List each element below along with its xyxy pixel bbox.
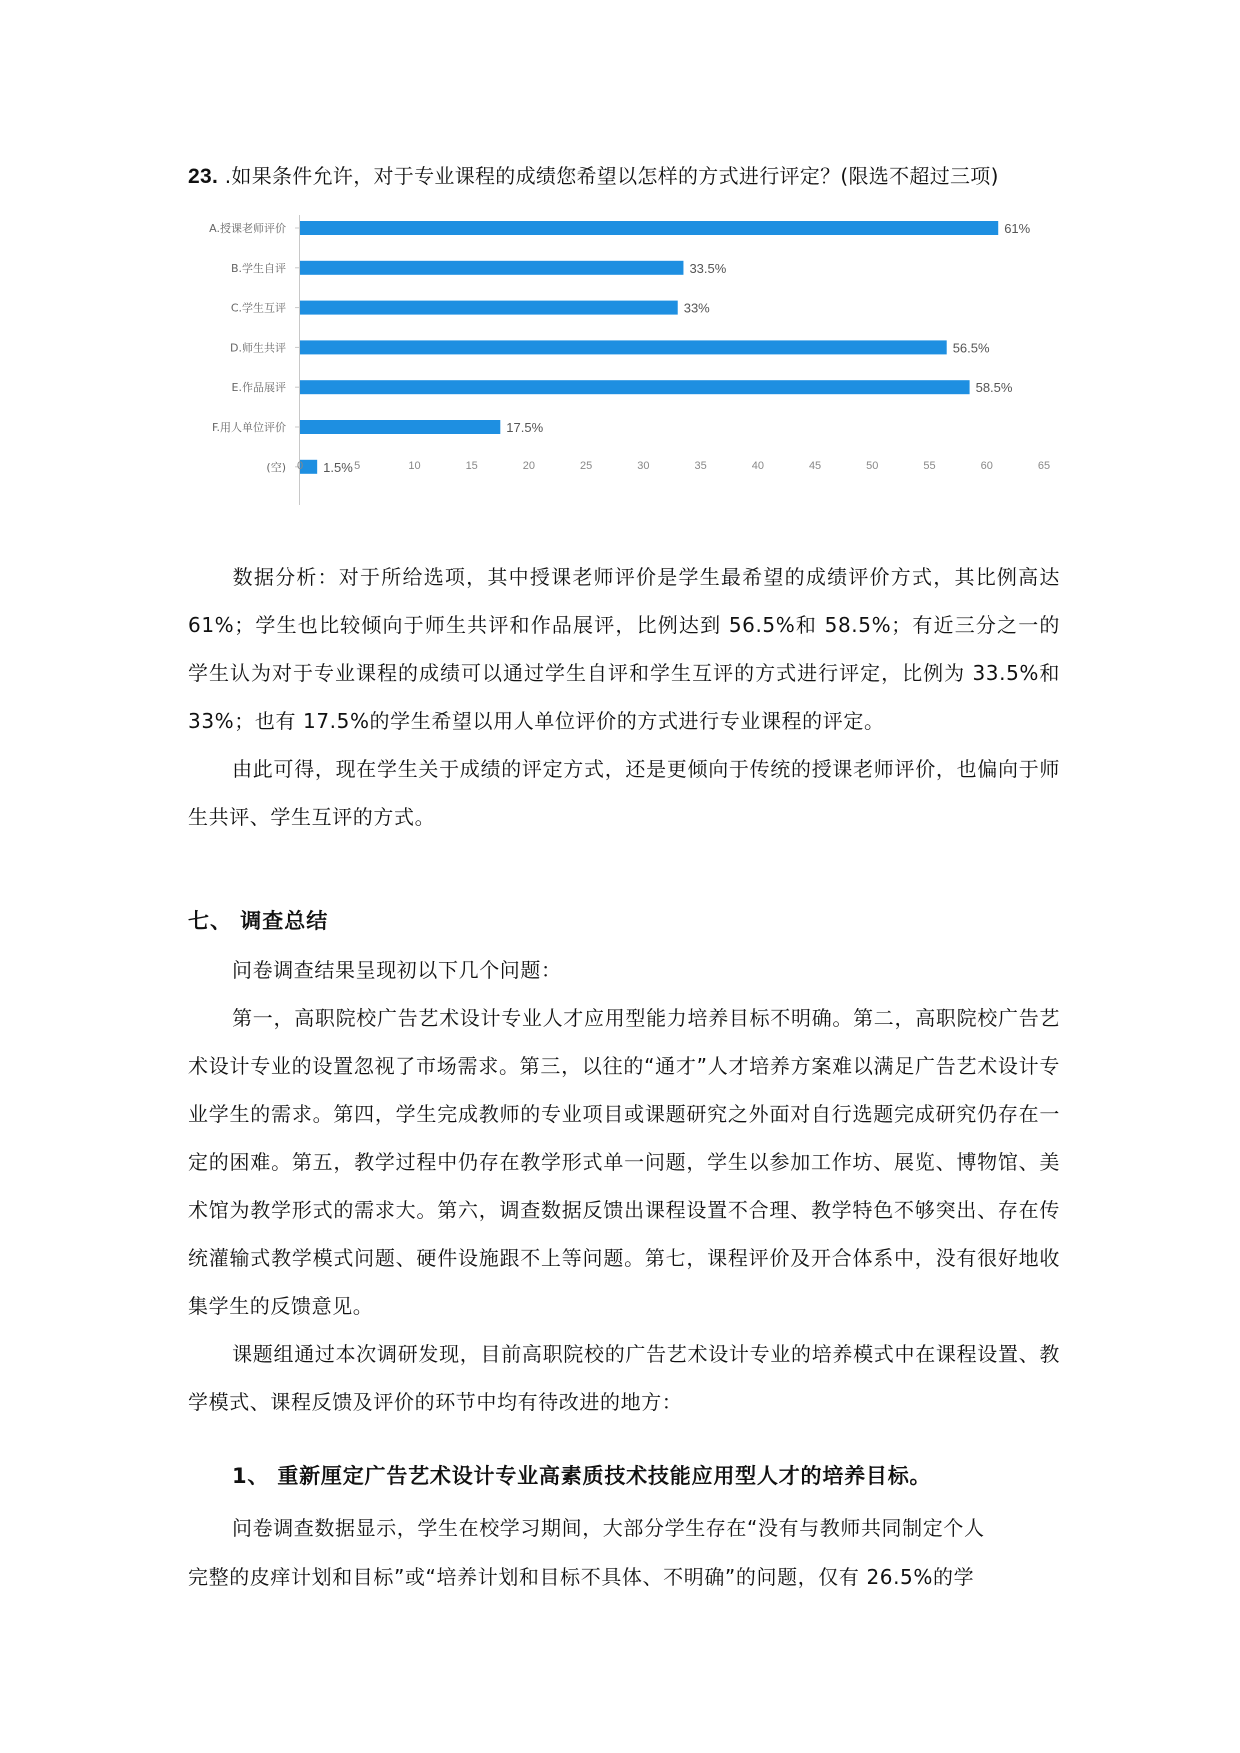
x-tick-label: 20 [522, 460, 536, 472]
subsection-heading: 1、 重新厘定广告艺术设计专业高素质技术技能应用型人才的培养目标。 [232, 1464, 932, 1488]
value-label: 17.5% [506, 420, 544, 435]
question-title [188, 160, 999, 189]
x-tick-label: 60 [980, 460, 993, 472]
bar [300, 301, 678, 315]
value-label: 33.5% [689, 260, 727, 276]
category-label: F.用人单位评价 [211, 421, 286, 434]
x-tick-label: 10 [408, 460, 421, 472]
summary-paragraph-2: 课题组通过本次调研发现，目前高职院校的广告艺术设计专业的培养模式中在课程设置、教学模式、课程反馈及评价的环节中均有待改进的地方： [188, 1342, 1060, 1414]
category-label: E.作品展评 [231, 381, 286, 395]
x-tick-label: 45 [808, 460, 822, 472]
x-tick-label: 5 [354, 460, 361, 472]
section-heading: 七、 调查总结 [188, 909, 329, 933]
value-label: 33% [683, 300, 710, 316]
category-label: A.授课老师评价 [209, 222, 286, 235]
bar [300, 340, 947, 354]
question-text: .如果条件允许，对于专业课程的成绩您希望以怎样的方式进行评定？(限选不超过三项) [218, 164, 999, 188]
category-label: C.学生互评 [230, 301, 286, 315]
x-tick-label: 0 [296, 460, 304, 472]
analysis-paragraph-1: 数据分析：对于所给选项，其中授课老师评价是学生最希望的成绩评价方式，其比例高达 61%；学生也比较倾向于师生共评和作品展评，比例达到 56.5%和 58.5%；有近三分之一的学生认为对于专业课程的成绩可以通过学生自评和学生互评的方式进行评定，比例为 33.5%和 33%；也有 17.5%的学生希望以用人单位评价的方式进行专业课程的评定。 [188, 565, 1060, 733]
x-tick-label: 30 [637, 460, 650, 472]
x-tick-label: 25 [580, 460, 593, 472]
x-tick-label: 15 [465, 460, 478, 472]
analysis-paragraph-2: 由此可得，现在学生关于成绩的评定方式，还是更倾向于传统的授课老师评价，也偏向于师生共评、学生互评的方式。 [188, 757, 1060, 829]
value-label: 61% [1004, 221, 1031, 236]
bar [300, 380, 970, 394]
bar [300, 221, 998, 235]
category-label: (空) [266, 460, 286, 474]
summary-paragraph-1: 第一，高职院校广告艺术设计专业人才应用型能力培养目标不明确。第二，高职院校广告艺术设计专业的设置忽视了市场需求。第三，以往的“通才”人才培养方案难以满足广告艺术设计专业学生的需求。第四，学生完成教师的专业项目或课题研究之外面对自行选题完成研究仍存在一定的困难。第五，教学过程中仍存在教学形式单一问题，学生以参加工作坊、展览、博物馆、美术馆为教学形式的需求大。第六，调查数据反馈出课程设置不合理、教学特色不够突出、存在传统灌输式教学模式问题、硬件设施跟不上等问题。第七，课程评价及开合体系中，没有很好地收集学生的反馈意见。 [188, 1006, 1060, 1318]
x-tick-label: 50 [866, 460, 879, 472]
x-tick-label: 40 [751, 460, 764, 472]
x-tick-label: 55 [923, 460, 936, 472]
value-label: 56.5% [952, 340, 990, 356]
x-tick-label: 65 [1037, 460, 1051, 472]
category-label: B.学生自评 [230, 261, 286, 275]
value-label: 1.5% [323, 459, 353, 475]
paragraph-3-line-1: 问卷调查数据显示，学生在校学习期间，大部分学生存在“没有与教师共同制定个人 [232, 1516, 985, 1540]
x-tick-label: 35 [694, 460, 707, 472]
question-number: 23. [188, 165, 219, 188]
bar-chart [180, 215, 1060, 535]
section-intro: 问卷调查结果呈现初以下几个问题： [232, 958, 562, 982]
bar [300, 261, 683, 275]
bar [300, 420, 500, 434]
paragraph-3-line-2: 完整的皮痒计划和目标”或“培养计划和目标不具体、不明确”的问题，仅有 26.5%的学 [188, 1565, 975, 1589]
category-label: D.师生共评 [230, 341, 286, 355]
value-label: 58.5% [975, 380, 1013, 396]
